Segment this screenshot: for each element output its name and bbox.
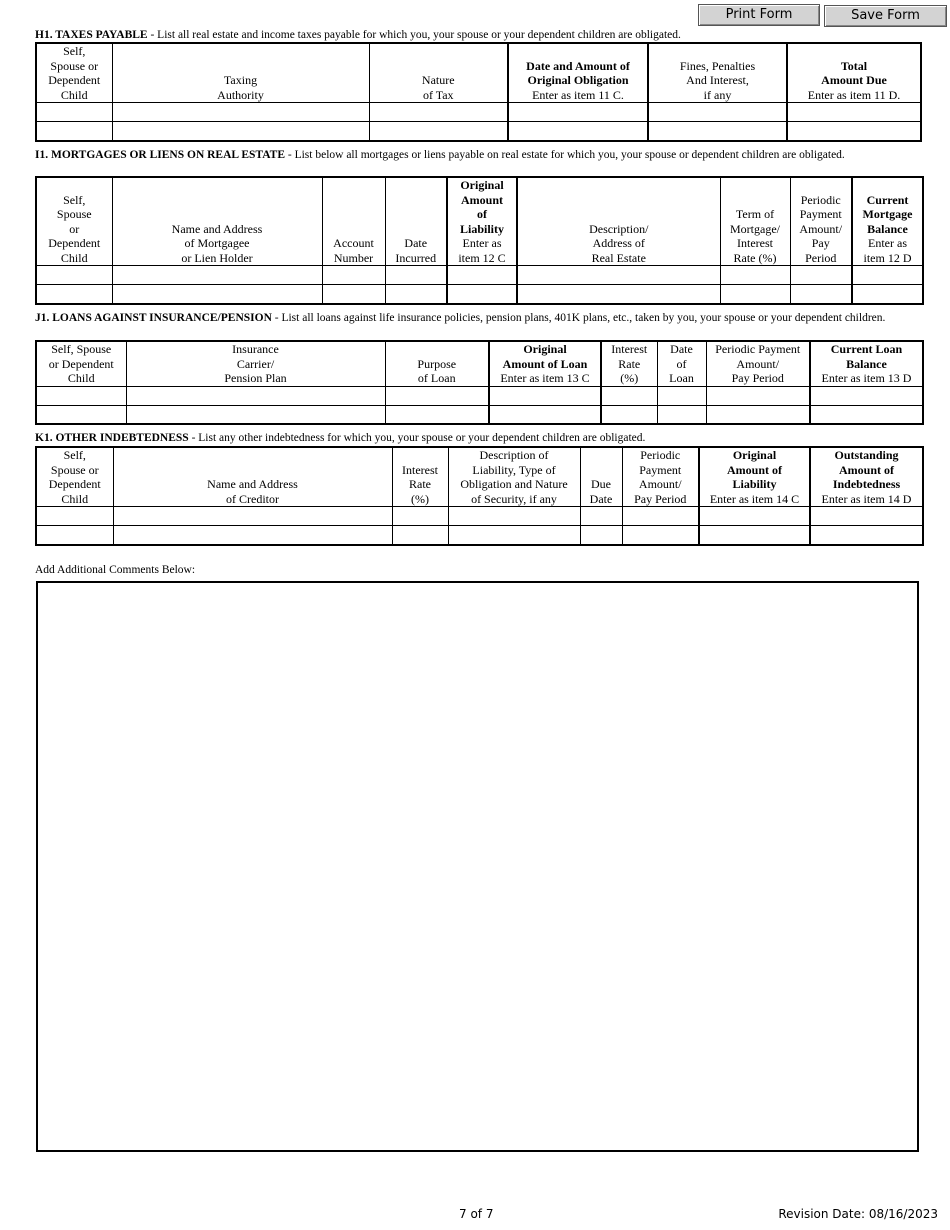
column-header (36, 447, 113, 507)
column-header (113, 447, 392, 507)
column-header-text: Pay Period (731, 371, 784, 385)
column-header-text: Taxing (223, 73, 258, 87)
section-i1-code: I1. MORTGAGES OR LIENS ON REAL ESTATE (35, 149, 285, 161)
form-input-cell[interactable] (126, 386, 385, 405)
column-header-text: Date (404, 236, 428, 250)
column-header-text: Spouse or (50, 58, 99, 73)
column-header-text: of (676, 356, 687, 371)
column-header (112, 177, 322, 266)
column-header-text: Pension Plan (224, 371, 287, 385)
header-row (36, 341, 923, 386)
form-input-cell[interactable] (392, 507, 448, 526)
section-j1-code: J1. LOANS AGAINST INSURANCE/PENSION (35, 312, 272, 324)
form-input-cell[interactable] (392, 526, 448, 545)
form-input-cell[interactable] (790, 285, 852, 304)
column-header-text: item 12 D (863, 250, 912, 265)
column-header-text: of Security, if any (471, 491, 557, 506)
column-header (810, 341, 923, 386)
column-header (369, 43, 508, 103)
table-row (36, 122, 921, 141)
form-input-cell[interactable] (112, 122, 369, 141)
column-header-text: Date (589, 491, 613, 506)
column-header-text: Current (866, 192, 909, 207)
column-header-text: Amount/ (736, 356, 780, 371)
column-header-text: Number (333, 250, 374, 265)
column-header-text: Enter as item 14 C (709, 491, 800, 506)
form-input-cell[interactable] (852, 266, 923, 285)
column-header-text: of Tax (422, 87, 454, 102)
form-input-cell[interactable] (810, 405, 923, 424)
column-header-text: Periodic (640, 448, 681, 462)
column-header-text: Amount/ (638, 477, 682, 491)
column-header-text: Rate (409, 477, 431, 491)
mortgages-liens-table (35, 176, 924, 305)
column-header-text: or (69, 221, 80, 236)
column-header-text: of Creditor (226, 491, 279, 506)
column-header-text: or Lien Holder (181, 250, 253, 265)
column-header-text: Original Obligation (527, 73, 629, 87)
header-row (36, 177, 923, 266)
form-input-cell[interactable] (489, 386, 601, 405)
column-header (699, 447, 810, 507)
additional-comments-field[interactable] (36, 581, 919, 1152)
other-indebtedness-table (35, 446, 924, 546)
column-header-text: Amount (460, 192, 503, 207)
form-input-cell[interactable] (36, 122, 112, 141)
form-input-cell[interactable] (517, 285, 720, 304)
column-header-text: Insurance (232, 342, 279, 356)
form-input-cell[interactable] (790, 266, 852, 285)
table-row (36, 386, 923, 405)
column-header-text: Interest (737, 236, 773, 250)
table-row (36, 103, 921, 122)
column-header-text: Current Loan (830, 342, 903, 356)
column-header-text: Periodic Payment (715, 342, 801, 356)
form-input-cell[interactable] (580, 526, 622, 545)
column-header-text: Payment (639, 462, 682, 477)
form-input-cell[interactable] (706, 386, 810, 405)
form-input-cell[interactable] (385, 285, 447, 304)
column-header (648, 43, 787, 103)
comments-label: Add Additional Comments Below: (35, 564, 196, 576)
column-header-text: Spouse (56, 207, 92, 221)
form-input-cell[interactable] (810, 526, 923, 545)
loans-insurance-pension-table (35, 340, 924, 425)
column-header (448, 447, 580, 507)
print-form-button[interactable]: Print Form (698, 4, 820, 26)
form-input-cell[interactable] (787, 122, 921, 141)
column-header (657, 341, 706, 386)
column-header-text: Dependent (48, 236, 101, 250)
form-input-cell[interactable] (810, 386, 923, 405)
header-row (36, 447, 923, 507)
column-header-text: Balance (846, 356, 887, 371)
column-header-text: Liability (732, 477, 777, 491)
form-input-cell[interactable] (36, 507, 113, 526)
column-header-text: Mortgage/ (730, 221, 780, 236)
column-header-text: Amount/ (799, 221, 843, 236)
form-input-cell[interactable] (36, 386, 126, 405)
column-header-text: Child (60, 87, 88, 102)
column-header-text: of Mortgagee (184, 236, 250, 250)
column-header-text: Amount of (838, 462, 894, 477)
section-i1-description: - List below all mortgages or liens payable on real estate for which you, your spouse or dependent children are obligated. (285, 149, 845, 161)
column-header-text: Date and Amount of (526, 58, 630, 73)
column-header-text: Self, (63, 44, 86, 58)
column-header (112, 43, 369, 103)
form-input-cell[interactable] (622, 526, 699, 545)
form-input-cell[interactable] (699, 526, 810, 545)
column-header-text: Periodic (800, 192, 841, 207)
column-header-text: Name and Address (207, 477, 298, 491)
form-input-cell[interactable] (489, 405, 601, 424)
column-header-text: Interest (611, 342, 648, 356)
form-input-cell[interactable] (447, 266, 517, 285)
table-row (36, 405, 923, 424)
form-input-cell[interactable] (508, 122, 648, 141)
form-input-cell[interactable] (113, 526, 392, 545)
form-input-cell[interactable] (385, 266, 447, 285)
column-header-text: Enter as (462, 236, 502, 250)
column-header-text: Incurred (395, 250, 437, 265)
column-header-text: Mortgage (862, 207, 913, 221)
column-header-text: Balance (867, 221, 908, 236)
form-input-cell[interactable] (36, 405, 126, 424)
column-header-text: Description of (479, 448, 549, 462)
column-header (385, 177, 447, 266)
header-row (36, 43, 921, 103)
column-header-text: Interest (402, 462, 438, 477)
column-header-text: if any (703, 87, 732, 102)
section-k1-code: K1. OTHER INDEBTEDNESS (35, 432, 189, 444)
form-input-cell[interactable] (369, 103, 508, 122)
form-input-cell[interactable] (699, 507, 810, 526)
column-header-text: Term of (735, 207, 775, 221)
form-input-cell[interactable] (720, 285, 790, 304)
column-header-text: Original (523, 342, 567, 356)
form-input-cell[interactable] (852, 285, 923, 304)
column-header-text: Enter as item 14 D (821, 491, 912, 506)
column-header-text: Self, Spouse (51, 342, 112, 356)
column-header-text: Original (460, 178, 504, 192)
column-header-text: Total (840, 58, 868, 73)
form-input-cell[interactable] (601, 386, 657, 405)
form-input-cell[interactable] (36, 103, 112, 122)
column-header (517, 177, 720, 266)
column-header-text: Original (732, 448, 777, 462)
form-input-cell[interactable] (36, 526, 113, 545)
form-input-cell[interactable] (508, 103, 648, 122)
section-h1-code: H1. TAXES PAYABLE (35, 29, 148, 41)
column-header-text: of Loan (417, 371, 456, 385)
column-header (787, 43, 921, 103)
table-row (36, 526, 923, 545)
form-input-cell[interactable] (322, 266, 385, 285)
column-header (126, 341, 385, 386)
column-header (385, 341, 489, 386)
column-header-text: Purpose (417, 356, 457, 371)
column-header (852, 177, 923, 266)
column-header (36, 177, 112, 266)
column-header-text: or Dependent (48, 356, 114, 371)
column-header-text: Pay (811, 236, 830, 250)
column-header-text: Enter as item 13 C (500, 371, 590, 385)
column-header (622, 447, 699, 507)
column-header-text: Description/ (589, 221, 649, 236)
column-header-text: Enter as (868, 236, 907, 250)
form-input-cell[interactable] (706, 405, 810, 424)
form-input-cell[interactable] (322, 285, 385, 304)
form-input-cell[interactable] (787, 103, 921, 122)
column-header-text: Fines, Penalties (679, 58, 756, 73)
taxes-payable-table (35, 42, 922, 142)
column-header-text: (%) (620, 371, 639, 385)
column-header-text: Enter as item 13 D (821, 371, 912, 385)
column-header-text: Dependent (48, 73, 101, 87)
column-header-text: Account (333, 236, 374, 250)
column-header-text: Enter as item 11 C. (532, 87, 624, 102)
column-header-text: Child (61, 491, 89, 506)
column-header (720, 177, 790, 266)
section-j1-title (35, 312, 915, 324)
form-input-cell[interactable] (648, 103, 787, 122)
column-header-text: Authority (217, 87, 264, 102)
column-header-text: Loan (669, 371, 694, 385)
column-header-text: Liability (459, 221, 504, 236)
section-h1-title (35, 29, 915, 41)
form-input-cell[interactable] (112, 285, 322, 304)
form-input-cell[interactable] (369, 122, 508, 141)
form-input-cell[interactable] (112, 266, 322, 285)
column-header (322, 177, 385, 266)
column-header (36, 341, 126, 386)
table-row (36, 507, 923, 526)
column-header-text: Nature (421, 73, 455, 87)
column-header-text: Obligation and Nature (460, 477, 568, 491)
column-header-text: Payment (799, 207, 842, 221)
form-input-cell[interactable] (720, 266, 790, 285)
form-input-cell[interactable] (580, 507, 622, 526)
section-i1-title (35, 149, 915, 161)
page-number: 7 of 7 (459, 1207, 494, 1221)
form-input-cell[interactable] (648, 122, 787, 141)
revision-date: Revision Date: 08/16/2023 (778, 1207, 938, 1221)
column-header-text: Rate (618, 356, 641, 371)
column-header-text: Spouse or (50, 462, 99, 477)
column-header (601, 341, 657, 386)
column-header-text: Amount of Loan (502, 356, 588, 371)
form-input-cell[interactable] (112, 103, 369, 122)
column-header-text: Rate (%) (733, 250, 777, 265)
column-header-text: Due (591, 477, 611, 491)
form-input-cell[interactable] (36, 285, 112, 304)
form-input-cell[interactable] (447, 285, 517, 304)
table-row (36, 285, 923, 304)
column-header-text: Name and Address (171, 221, 263, 236)
column-header-text: Child (67, 371, 95, 385)
column-header-text: Real Estate (591, 250, 646, 265)
column-header-text: Carrier/ (236, 356, 275, 371)
column-header-text: Amount Due (821, 73, 887, 87)
section-k1-description: - List any other indebtedness for which you, your spouse or your dependent children are obligated. (188, 432, 646, 444)
column-header-text: Enter as item 11 D. (807, 87, 901, 102)
save-form-button[interactable]: Save Form (824, 5, 947, 27)
column-header-text: of (477, 207, 487, 221)
column-header-text: Address of (592, 236, 645, 250)
column-header (580, 447, 622, 507)
column-header (790, 177, 852, 266)
section-h1-description: - List all real estate and income taxes payable for which you, your spouse or your dependent children are obligated. (147, 29, 681, 41)
column-header-text: Self, (63, 192, 86, 207)
column-header-text: Self, (63, 448, 86, 462)
column-header (489, 341, 601, 386)
form-input-cell[interactable] (126, 405, 385, 424)
form-input-cell[interactable] (36, 266, 112, 285)
table-row (36, 266, 923, 285)
column-header-text: Date (670, 342, 693, 356)
form-input-cell[interactable] (448, 507, 580, 526)
column-header-text: item 12 C (458, 250, 506, 265)
column-header-text: And Interest, (686, 73, 749, 87)
column-header (392, 447, 448, 507)
column-header-text: Dependent (48, 477, 101, 491)
column-header-text: Pay Period (634, 491, 687, 506)
form-input-cell[interactable] (657, 386, 706, 405)
column-header-text: Period (805, 250, 837, 265)
column-header-text: Child (60, 250, 88, 265)
form-input-cell[interactable] (622, 507, 699, 526)
column-header (810, 447, 923, 507)
column-header-text: Amount of (726, 462, 782, 477)
form-input-cell[interactable] (657, 405, 706, 424)
form-input-cell[interactable] (448, 526, 580, 545)
form-input-cell[interactable] (385, 405, 489, 424)
column-header (508, 43, 648, 103)
form-input-cell[interactable] (810, 507, 923, 526)
form-input-cell[interactable] (601, 405, 657, 424)
column-header-text: Liability, Type of (472, 462, 556, 477)
column-header-text: Indebtedness (832, 477, 901, 491)
column-header-text: Outstanding (834, 448, 899, 462)
column-header-text: (%) (411, 491, 429, 506)
column-header (706, 341, 810, 386)
section-k1-title (35, 432, 915, 444)
column-header (36, 43, 112, 103)
column-header (447, 177, 517, 266)
form-input-cell[interactable] (517, 266, 720, 285)
form-input-cell[interactable] (385, 386, 489, 405)
section-j1-description: - List all loans against life insurance policies, pension plans, 401K plans, etc., taken by you, your spouse or your dependent children. (271, 312, 886, 324)
form-input-cell[interactable] (113, 507, 392, 526)
